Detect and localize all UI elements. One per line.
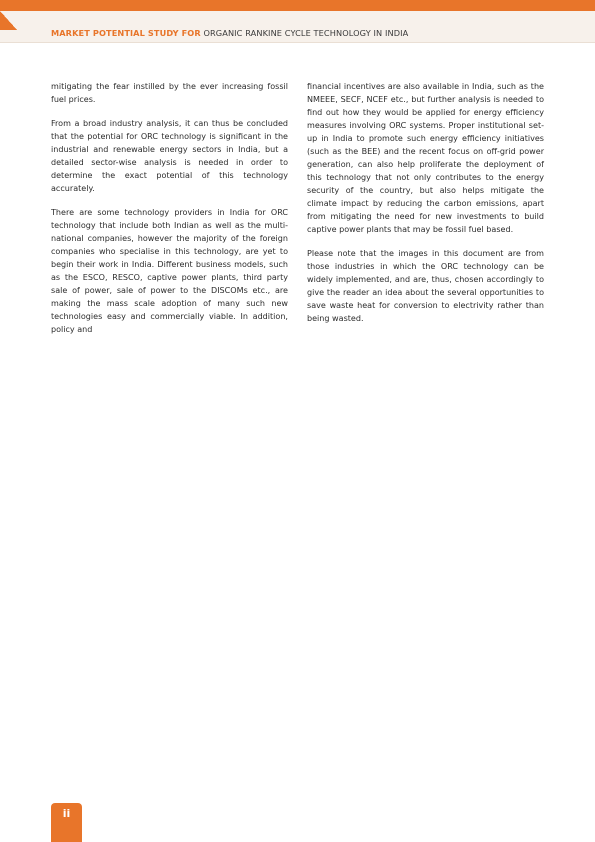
paragraph: financial incentives are also available in India, such as the NMEEE, SECF, NCEF etc., but further analysis is needed to find out how they would be applied for energy efficiency measures involving ORC systems. Proper institutional set-up in India to promote such energy efficiency initiatives (such as the BEE) and the recent focus on off-grid power generation, can also help proliferate the deployment of this technology that not only contributes to the energy security of the country, but also helps mitigate the climate impact by reducing the carbon emissions, apart from mitigating the need for new investments to build captive power plants that may be fossil fuel based. xyxy=(307,82,544,234)
page-number: ii xyxy=(62,807,71,820)
paragraph: There are some technology providers in India for ORC technology that include both Indian as well as the multi-national companies, however the majority of the foreign companies who specialise in this technology, are yet to begin their work in India. Different business models, such as the ESCO, RESCO, captive power plants, third party sale of power, sale of power to the DISCOMs etc., are making the mass scale adoption of many such new technologies easy and commercially viable. In addition, policy and xyxy=(51,208,288,334)
running-header xyxy=(51,28,408,38)
right-column xyxy=(307,80,544,336)
header-accent-bar xyxy=(0,0,595,11)
left-column xyxy=(51,80,288,347)
paragraph: Please note that the images in this document are from those industries in which the ORC technology can be widely implemented, and are, thus, chosen accordingly to give the reader an idea about the several opportunities to save waste heat for conversion to electrivity rather than being wasted. xyxy=(307,249,544,323)
corner-triangle xyxy=(0,11,17,30)
header-divider xyxy=(0,42,595,43)
paragraph: mitigating the fear instilled by the ever increasing fossil fuel prices. xyxy=(51,82,288,104)
running-header-rest: ORGANIC RANKINE CYCLE TECHNOLOGY IN INDIA xyxy=(203,28,409,38)
paragraph: From a broad industry analysis, it can thus be concluded that the potential for ORC technology is significant in the industrial and renewable energy sectors in India, but a detailed sector-wise analysis is needed in order to determine the exact potential of this technology accurately. xyxy=(51,119,288,193)
running-header-bold: MARKET POTENTIAL STUDY FOR xyxy=(51,28,201,38)
